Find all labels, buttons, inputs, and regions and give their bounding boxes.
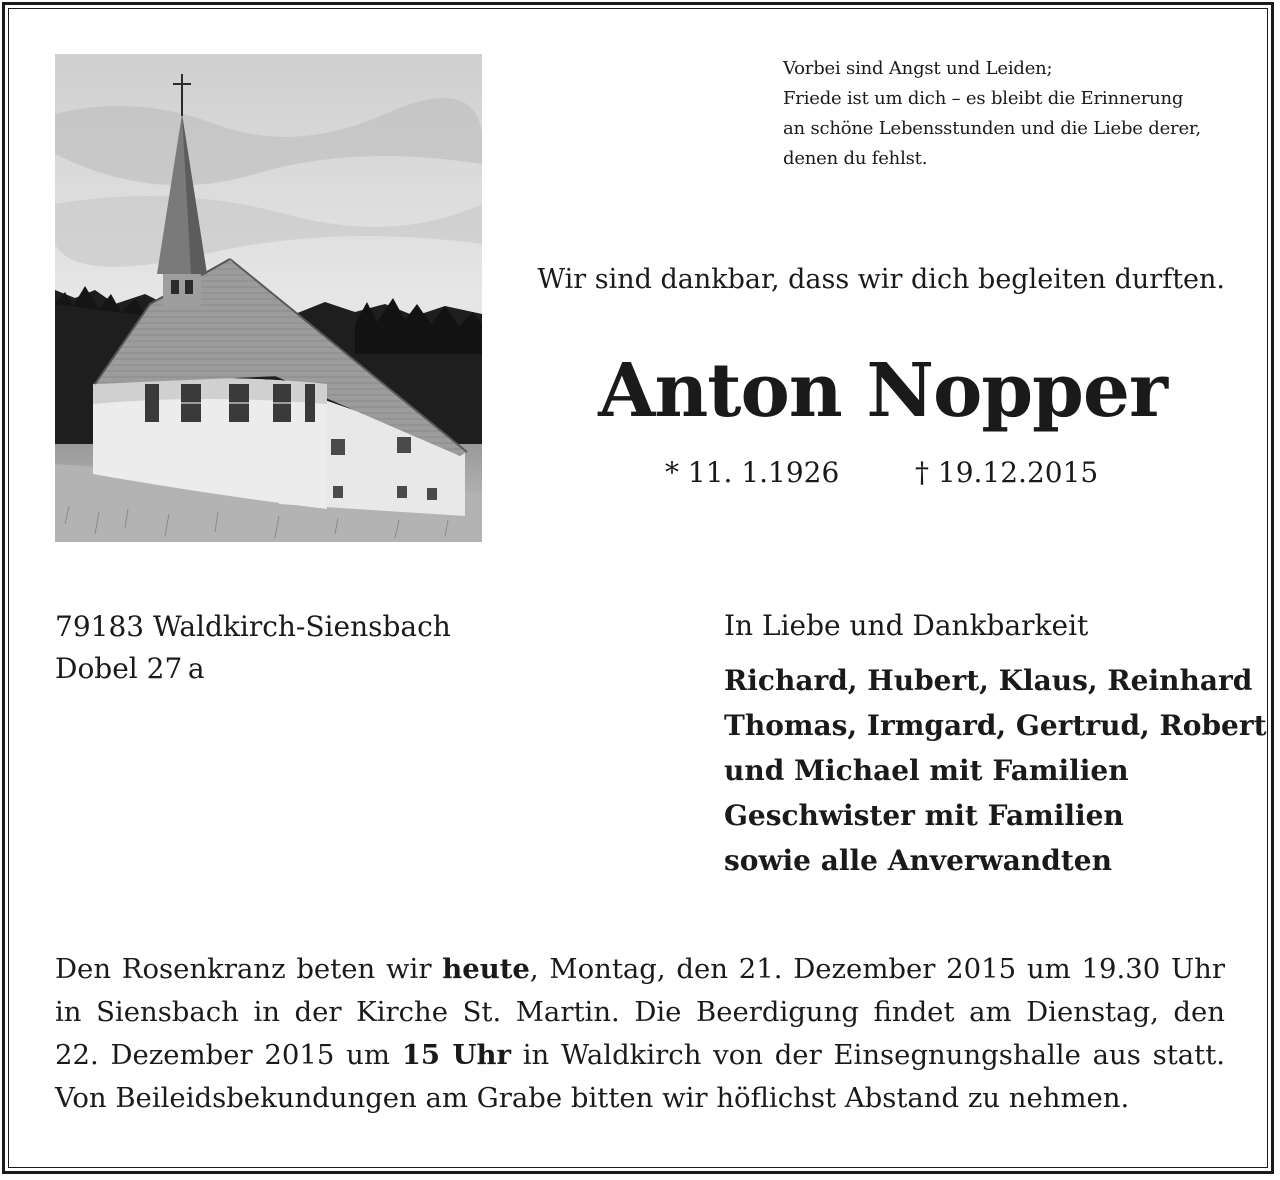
text-segment: Den Rosenkranz beten wir bbox=[55, 953, 443, 985]
emphasis-time: 15 Uhr bbox=[401, 1039, 512, 1071]
mourners-line: und Michael mit Familien bbox=[724, 754, 1129, 787]
emphasis-today: heute bbox=[442, 953, 530, 985]
announcement-line: in Siensbach in der Kirche St. Martin. Die Beerdigung findet am Dienstag, den bbox=[55, 996, 1225, 1028]
mourners-line: Geschwister mit Familien bbox=[724, 799, 1124, 832]
death-date: † 19.12.2015 bbox=[915, 456, 1099, 489]
poem-line: an schöne Lebensstunden und die Liebe derer, bbox=[783, 118, 1201, 139]
mourners-line: Richard, Hubert, Klaus, Reinhard bbox=[724, 664, 1253, 697]
address-block bbox=[55, 606, 451, 690]
announcement-line bbox=[55, 948, 1225, 991]
gratitude-line: Wir sind dankbar, dass wir dich begleiten durften. bbox=[537, 264, 1225, 295]
church-photo bbox=[55, 54, 482, 542]
mourners-list bbox=[724, 658, 1267, 883]
poem-line: Friede ist um dich – es bleibt die Erinnerung bbox=[783, 88, 1184, 109]
text-segment: , Montag, den 21. Dezember 2015 um 19.30 Uhr bbox=[529, 953, 1225, 985]
poem-line: denen du fehlst. bbox=[783, 148, 928, 169]
mourners-line: sowie alle Anverwandten bbox=[724, 844, 1112, 877]
announcement-line bbox=[55, 1034, 1225, 1077]
funeral-announcement bbox=[55, 948, 1225, 1120]
deceased-name: Anton Nopper bbox=[598, 348, 1167, 434]
memorial-poem bbox=[783, 54, 1243, 174]
address-street: Dobel 27 a bbox=[55, 652, 205, 685]
text-segment: in Waldkirch von der Einsegnungshalle aus statt. bbox=[511, 1039, 1225, 1071]
mourners-line: Thomas, Irmgard, Gertrud, Robert bbox=[724, 709, 1267, 742]
address-city: 79183 Waldkirch-Siensbach bbox=[55, 610, 451, 643]
birth-date: * 11. 1.1926 bbox=[665, 456, 840, 489]
text-segment: 22. Dezember 2015 um bbox=[55, 1039, 402, 1071]
poem-line: Vorbei sind Angst und Leiden; bbox=[783, 58, 1053, 79]
announcement-line: Von Beileidsbekundungen am Grabe bitten wir höflichst Abstand zu nehmen. bbox=[55, 1082, 1130, 1114]
mourners-intro: In Liebe und Dankbarkeit bbox=[724, 609, 1089, 642]
